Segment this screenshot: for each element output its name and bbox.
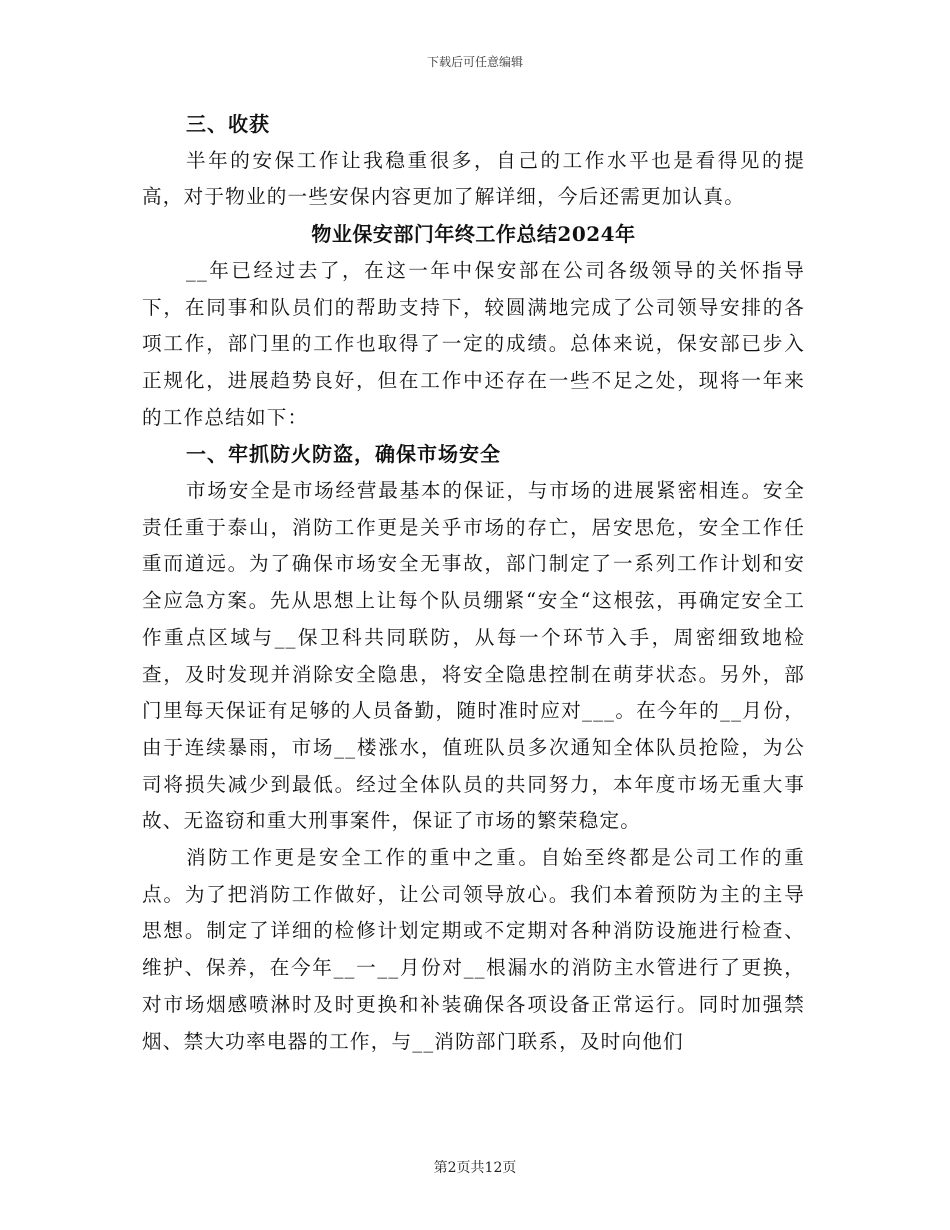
paragraph-fire-safety: 消防工作更是安全工作的重中之重。自始至终都是公司工作的重点。为了把消防工作做好，让公司领导放心。我们本着预防为主的主导思想。制定了详细的检修计划定期或不定期对各种消防设施进行检查、维护、保养，在今年__一__月份对__根漏水的消防主水管进行了更换，对市场烟感喷淋时及时更换和补装确保各项设备正常运行。同时加强禁烟、禁大功率电器的工作，与__消防部门联系，及时向他们 bbox=[142, 846, 805, 1053]
section-heading-one: 一、牢抓防火防盗，确保市场安全 bbox=[186, 442, 501, 467]
document-title: 物业保安部门年终工作总结2024年 bbox=[311, 222, 636, 247]
page-number: 第2页共12页 bbox=[433, 1160, 517, 1176]
document-body bbox=[142, 106, 805, 1060]
paragraph-market-safety: 市场安全是市场经营最基本的保证，与市场的进展紧密相连。安全责任重于泰山，消防工作更是关乎市场的存亡，居安思危，安全工作任重而道远。为了确保市场安全无事故，部门制定了一系列工作计划和安全应急方案。先从思想上让每个队员绷紧“安全“这根弦，再确定安全工作重点区域与__保卫科共同联防，从每一个环节入手，周密细致地检查，及时发现并消除安全隐患，将安全隐患控制在萌芽状态。另外，部门里每天保证有足够的人员备勤，随时准时应对___。在今年的__月份，由于连续暴雨，市场__楼涨水，值班队员多次通知全体队员抢险，为公司将损失减少到最低。经过全体队员的共同努力，本年度市场无重大事故、无盗窃和重大刑事案件，保证了市场的繁荣稳定。 bbox=[142, 479, 805, 833]
header-note: 下载后可任意编辑 bbox=[426, 55, 523, 69]
paragraph-intro: __年已经过去了，在这一年中保安部在公司各级领导的关怀指导下，在同事和队员们的帮助支持下，较圆满地完成了公司领导安排的各项工作，部门里的工作也取得了一定的成绩。总体来说，保安部已步入正规化，进展趋势良好，但在工作中还存在一些不足之处，现将一年来的工作总结如下： bbox=[142, 258, 805, 429]
paragraph-harvest: 半年的安保工作让我稳重很多，自己的工作水平也是看得见的提高，对于物业的一些安保内容更加了解详细，今后还需更加认真。 bbox=[142, 148, 805, 209]
section-heading-harvest: 三、收获 bbox=[186, 112, 270, 136]
